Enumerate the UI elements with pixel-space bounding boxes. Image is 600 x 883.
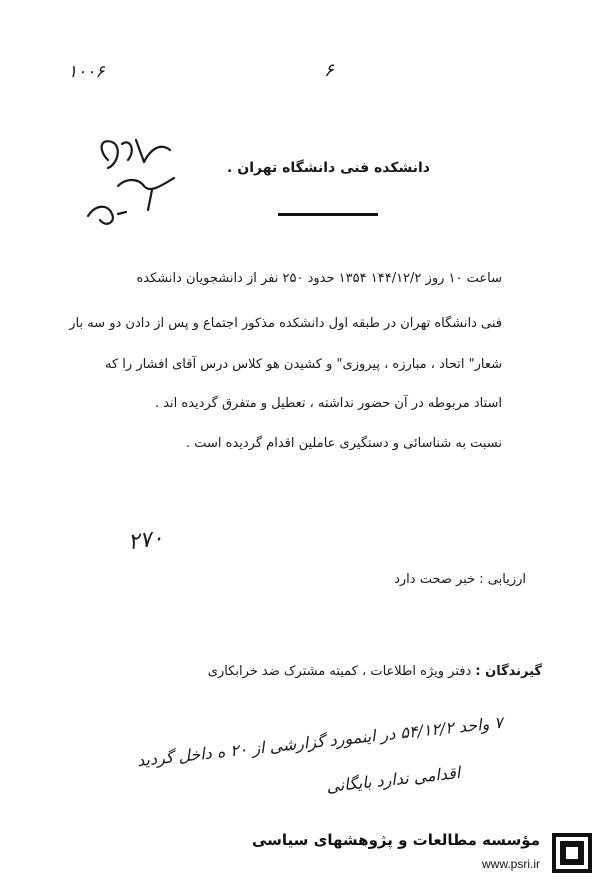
- page-number: ۶: [324, 60, 334, 81]
- handwritten-note-1: ۷ واحد ۵۴/۱۲/۲ در اینمورد گزارشی از ۲۰ ه داخل گردید: [136, 712, 504, 771]
- handwritten-note-2: اقدامی ندارد بایگانی: [324, 763, 461, 796]
- recipients-value: دفتر ویژه اطلاعات ، کمیته مشترک ضد خرابکاری: [207, 664, 472, 679]
- footer-watermark: [251, 823, 600, 883]
- body-line-4: استاد مربوطه در آن حضور نداشته ، تعطیل و متفرق گردیده اند .: [154, 396, 502, 411]
- body-line-5: نسبت به شناسائی و دستگیری عاملین اقدام گردیده است .: [185, 436, 502, 451]
- institute-logo-icon: [552, 833, 592, 873]
- assessment-text: ارزیابی : خبر صحت دارد: [394, 572, 526, 587]
- recipients-label: گیرندگان :: [475, 664, 542, 679]
- body-line-2: فنی دانشگاه تهران در طبقه اول دانشکده مذکور اجتماع و پس از دادن دو سه بار: [69, 316, 502, 331]
- handwritten-code: ۲۷۰: [126, 525, 166, 556]
- body-line-1: ساعت ۱۰ روز ۱۴۴/۱۲/۲ ۱۳۵۴ حدود ۲۵۰ نفر از دانشجویان دانشکده: [136, 271, 502, 286]
- footer-url: www.psri.ir: [481, 857, 540, 871]
- document-number: ۱۰۰۶: [68, 62, 105, 82]
- document-title: دانشکده فنی دانشگاه تهران .: [227, 160, 430, 176]
- title-underline: [278, 213, 378, 216]
- footer-title: مؤسسه مطالعات و پژوهشهای سیاسی: [251, 831, 540, 849]
- recipients-line: [208, 664, 542, 679]
- body-line-3: شعار" اتحاد ، مبارزه ، پیروزی" و کشیدن هو کلاس درس آقای افشار را که: [105, 357, 502, 372]
